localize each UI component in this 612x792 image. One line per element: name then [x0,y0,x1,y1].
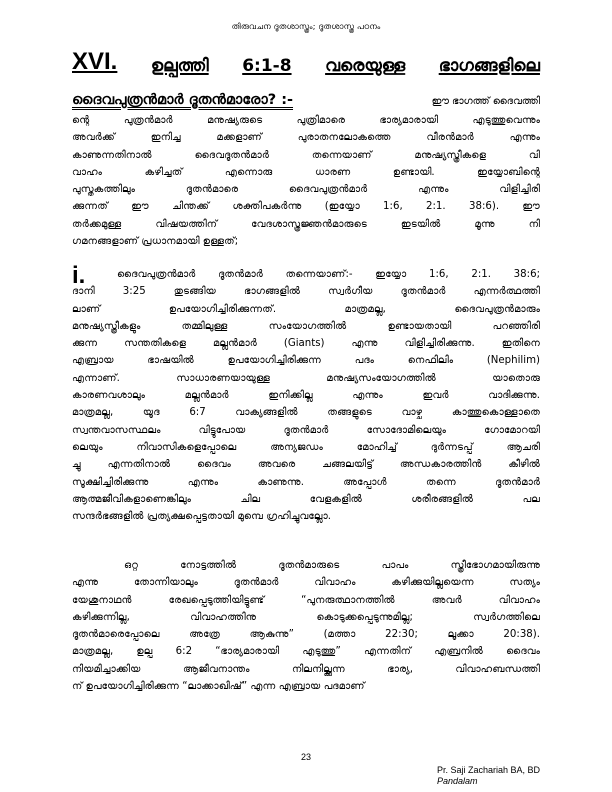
point-one-continued-paragraph [72,557,540,695]
text-line: യേശുനാഥൻ രേഖപ്പെടുത്തിയിട്ടുണ്ട് “പുനരുത്ഥാനത്തിൽ അവർ വിവാഹം [72,594,540,606]
text-line: ന്റെ പുത്രൻമാർ മനുഷ്യരുടെ പുത്രിമാരെ ഭാര്യമാരായി എടുത്തുവെന്നും [72,115,540,126]
text-line: ഗമനങ്ങളാണ് പ്രധാനമായി ഉള്ളത്; [72,236,239,248]
text-line: എബ്രായ ഭാഷയിൽ ഉപയോഗിച്ചിരിക്കുന്ന പദം നെഫിലിം (Nephilim) [72,355,540,367]
text-line: ന് ഉപയോഗിച്ചിരിക്കുന്ന “ലാക്കാഖിഷ്” എന്ന എബ്രായ പദമാണ് [72,681,365,693]
text-line: ക്കുന്നത് ഈ ചിന്തക്ക് ശക്തിപകർന്നു (ഇയ്യോ 1:6, 2:1. 38:6). ഈ [72,201,540,213]
text-line: കാരണവശാലും മല്ലൻമാർ ഇനിക്കില്ല എന്നും ഇവർ വാദിക്കുന്നു. [72,390,540,402]
subheading-title: ദൈവപുത്രൻമാർ ദൂതൻമാരോ? :- [72,92,294,108]
text-line: മാത്രമല്ല, ഉല്പ 6:2 “ഭാര്യമാരായി എടുത്തു” എന്നതിന് എബ്രനിൽ ദൈവം [72,646,540,658]
text-line: സൂക്ഷിച്ചിരിക്കുന്നു എന്നും കാണുന്നു. അപ്പോൾ തന്നെ ദൂതൻമാർ [72,476,540,488]
text-line: ച്ചു എന്നതിനാൽ ദൈവം അവരെ ചങ്ങലയിട്ട് അന്ധകാരത്തിൻ കീഴിൽ [72,459,540,471]
section-heading-reference: 6:1-8 [242,56,292,76]
text-line: ദൈവപുത്രൻമാർ ദൂതൻമാർ തന്നെയാണ്:- ഇയ്യോ 1:6, 2:1. 38:6; [117,269,540,280]
text-line: മനുഷ്യസ്ത്രീകളും തമ്മിലുള്ള സംയോഗത്തിൽ ഉണ്ടായതായി പറഞ്ഞിരി [72,320,540,332]
section-heading [72,50,540,76]
point-marker: i. [72,262,86,289]
author-place: Pandalam [436,776,478,786]
text-line: പുസ്തകത്തിലും ദൂതൻമാരെ ദൈവപുത്രൻമാർ എന്നും വിളിച്ചിരി [72,184,540,196]
text-line: ക്കുന്ന സന്തതികളെ മല്ലൻമാർ (Giants) എന്നു വിളിച്ചിരിക്കുന്നു. ഇതിനെ [72,338,540,350]
text-line: സ്വന്തവാസസ്ഥലം വിട്ടുപോയ ദൂതൻമാർ സോദോമിലെയും ഗോമോറയി [72,424,540,436]
running-header: തിരുവചന ദൂതശാസ്ത്രം; ദൂതശാസ്ത്ര പഠനം [231,22,381,31]
text-line: എന്നാണ്. സാധാരണയായുള്ള മനുഷ്യസംയോഗത്തിൽ യാതൊരു [72,372,540,384]
text-line: ലാണ് ഉപയോഗിച്ചിരിക്കുന്നത്. മാത്രമല്ല, ദൈവപുത്രൻമാരും [72,303,540,315]
text-line: നിയമിച്ചാക്കിയ ആജീവനാന്തം നിലനില്ക്കുന്ന ഭാര്യ, വിവാഹബന്ധത്തി [72,663,540,675]
text-line: മാത്രമല്ല, യൂദ 6:7 വാക്യങ്ങളിൽ തങ്ങളുടെ വാഴ്ച കാത്തുകൊള്ളാതെ [72,407,540,419]
text-line: വാഹം കഴിച്ചത് എന്നൊരു ധാരണ ഉണ്ടായി. ഇയ്യോബിന്റെ [72,166,540,178]
section-number: XVI. [72,48,118,75]
text-line: കാണുന്നതിനാൽ ദൈവദൂതൻമാർ തന്നെയാണ് മനുഷ്യസ്ത്രീകളെ വി [72,149,540,161]
text-line: ലെയും നിവാസികളെപ്പോലെ അന്യജഡം മോഹിച്ച് ദുർന്നടപ്പ് ആചരി [72,441,540,453]
text-line: ദാനി 3:25 തുടങ്ങിയ ഭാഗങ്ങളിൽ സ്വർഗീയ ദൂതൻമാർ എന്നർത്ഥത്തി [72,286,540,298]
text-line: ദൂതൻമാരെപ്പോലെ അത്രേ ആകുന്നു” (മത്താ 22:30; ലൂക്കാ 20:38). [72,629,540,641]
section-heading-word: ഭാഗങ്ങളിലെ [438,56,540,76]
author-name: Pr. Saji Zachariah BA, BD [436,765,540,775]
intro-paragraph [72,112,540,250]
point-one-paragraph [72,266,540,525]
subheading-row [72,92,540,112]
section-heading-word: ഉല്പത്തി [150,56,209,76]
section-heading-word: വരെയുള്ള [325,56,406,76]
text-line: തർക്കമുള്ള വിഷയത്തിന് വേദശാസ്ത്രജ്ഞൻമാരുടെ ഇടയിൽ മൂന്നു നി [72,218,540,230]
text-line: എന്നു തോന്നിയാലും ദൂതൻമാർ വിവാഹം കഴിക്കുയില്ലയെന്ന സത്യം [72,577,540,589]
text-line: സന്ദർഭങ്ങളിൽ പ്രത്യക്ഷപ്പെട്ടതായി മുമ്പെ ഗ്രഹിച്ചുവല്ലോ. [72,511,331,523]
text-line: ആത്മജീവികളാണെങ്കിലും ചില വേളകളിൽ ശരീരങ്ങളിൽ പല [72,493,540,505]
text-line: ഒറ്റ നോട്ടത്തിൽ ദൂതൻമാരുടെ പാപം സ്ത്രീഭോഗമായിരുന്നു [124,560,540,571]
text-line: അവർക്ക് ഇനിച്ച മക്കളാണ് പുരാതനലോകത്തെ വീരൻമാർ എന്നും [72,132,540,144]
author-block [437,765,540,787]
subheading-tail-text: ഈ ഭാഗത്ത് ദൈവത്തി [431,96,540,107]
page-number: 23 [300,752,311,762]
text-line: കഴിക്കുന്നില്ല, വിവാഹത്തിനു കൊടുക്കപ്പെടുന്നുമില്ല; സ്വർഗത്തിലെ [72,611,540,623]
